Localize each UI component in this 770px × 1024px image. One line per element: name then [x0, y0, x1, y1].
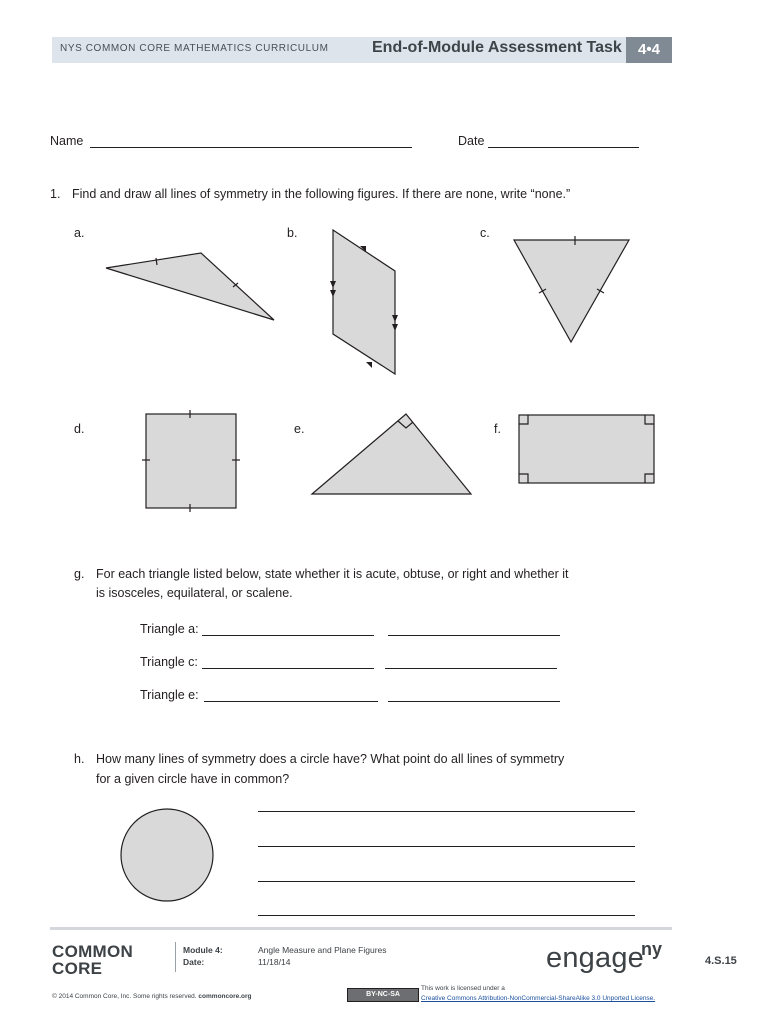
figure-label-b: b.	[287, 226, 298, 240]
part-h-label: h.	[74, 752, 85, 766]
cc-license-badge[interactable]: BY-NC-SA	[347, 988, 419, 1002]
common-core-logo-top: COMMON	[52, 942, 134, 961]
page-number: 4.S.15	[705, 955, 737, 967]
copyright-notice	[52, 993, 252, 1000]
engage-brand-suffix: ny	[641, 939, 663, 959]
triangle-a-label: Triangle a:	[140, 622, 199, 636]
part-h-prompt-line1: How many lines of symmetry does a circle have? What point do all lines of symmetry	[96, 752, 565, 766]
figure-label-d: d.	[74, 422, 85, 436]
figure-label-f: f.	[494, 422, 501, 436]
module-label: Module 4:	[183, 945, 223, 955]
figure-f-rectangle	[519, 415, 654, 483]
triangle-e-label: Triangle e:	[140, 688, 199, 702]
copyright-site[interactable]: commoncore.org	[198, 993, 252, 1000]
engage-brand: engage	[546, 942, 644, 974]
footer-date-label: Date:	[183, 957, 205, 967]
grade-module-badge: 4•4	[626, 37, 672, 63]
figure-label-c: c.	[480, 226, 490, 240]
figure-label-a: a.	[74, 226, 85, 240]
triangle-c-answer-2[interactable]	[385, 668, 557, 669]
question-prompt: Find and draw all lines of symmetry in the following figures. If there are none, write “none.”	[72, 187, 571, 201]
figure-label-e: e.	[294, 422, 305, 436]
module-value: Angle Measure and Plane Figures	[258, 945, 387, 955]
figure-b-parallelogram	[333, 230, 395, 374]
triangle-e-answer-1[interactable]	[204, 701, 378, 702]
page-title: End-of-Module Assessment Task	[372, 39, 622, 56]
triangle-c-answer-1[interactable]	[202, 668, 374, 669]
figure-e-triangle	[312, 414, 471, 494]
answer-line[interactable]	[258, 811, 635, 812]
answer-line[interactable]	[258, 881, 635, 882]
triangle-a-answer-2[interactable]	[388, 635, 560, 636]
footer-date-value: 11/18/14	[258, 957, 291, 967]
name-label: Name	[50, 134, 84, 148]
part-h-prompt-line2: for a given circle have in common?	[96, 772, 290, 786]
triangle-e-answer-2[interactable]	[388, 701, 560, 702]
part-g-label: g.	[74, 567, 85, 581]
copyright-text: © 2014 Common Core, Inc. Some rights reserved.	[52, 993, 197, 1000]
part-g-prompt-line2: is isosceles, equilateral, or scalene.	[96, 586, 293, 600]
figure-h-circle	[121, 809, 213, 901]
date-label: Date	[458, 134, 485, 148]
answer-line[interactable]	[258, 846, 635, 847]
part-g-prompt-line1: For each triangle listed below, state whether it is acute, obtuse, or right and whether it	[96, 567, 569, 581]
figure-a-triangle	[106, 253, 274, 320]
figure-c-triangle	[514, 236, 629, 342]
question-number: 1.	[50, 187, 61, 201]
answer-line[interactable]	[258, 915, 635, 916]
license-text: This work is licensed under a	[421, 985, 505, 992]
triangle-a-answer-1[interactable]	[202, 635, 374, 636]
curriculum-label: NYS COMMON CORE MATHEMATICS CURRICULUM	[60, 43, 329, 54]
footer-divider	[175, 942, 176, 972]
triangle-c-label: Triangle c:	[140, 655, 198, 669]
figure-d-square	[142, 410, 240, 512]
license-link[interactable]: Creative Commons Attribution-NonCommercial-ShareAlike 3.0 Unported License.	[421, 995, 656, 1002]
footer-rule	[50, 927, 672, 930]
common-core-logo-bottom: CORE	[52, 959, 103, 978]
